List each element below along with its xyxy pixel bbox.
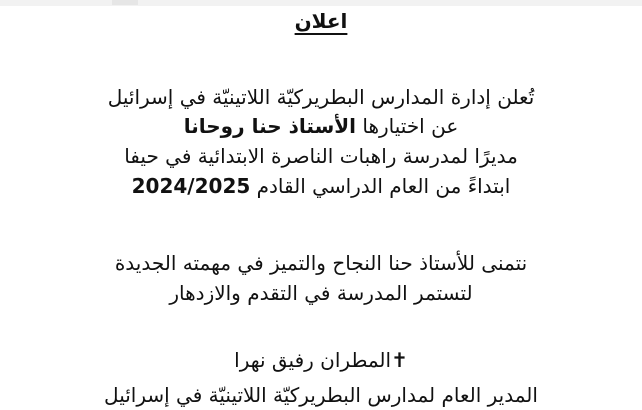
signatory-name: المطران رفيق نهرا — [234, 348, 392, 372]
paper-edge-mark — [112, 0, 138, 5]
announcement-line-1: تُعلن إدارة المدارس البطريركيّة اللاتينيّة في إسرائيل — [107, 85, 535, 109]
wish-line-1: نتمنى للأستاذ حنا النجاح والتميز في مهمته الجديدة — [114, 251, 528, 275]
cross-icon: ✝ — [391, 348, 408, 372]
top-edge-band — [0, 0, 642, 6]
school-year: 2024/2025 — [131, 174, 251, 198]
signature-line — [0, 347, 642, 373]
wish-line-2: لتستمر المدرسة في التقدم والازدهار — [169, 281, 473, 305]
announcement-line-2 — [0, 113, 642, 139]
announcement-title: اعلان — [294, 9, 348, 33]
line-4-text: ابتداءً من العام الدراسي القادم — [256, 174, 511, 198]
announcement-line-3: مديرًا لمدرسة راهبات الناصرة الابتدائية في حيفا — [124, 144, 518, 168]
announcement-line-4 — [0, 173, 642, 199]
signatory-role: المدير العام لمدارس البطريركيّة اللاتينيّة في إسرائيل — [104, 383, 538, 407]
appointee-name: الأستاذ حنا روحانا — [183, 114, 356, 138]
line-2-prefix: عن اختيارها — [362, 114, 459, 138]
